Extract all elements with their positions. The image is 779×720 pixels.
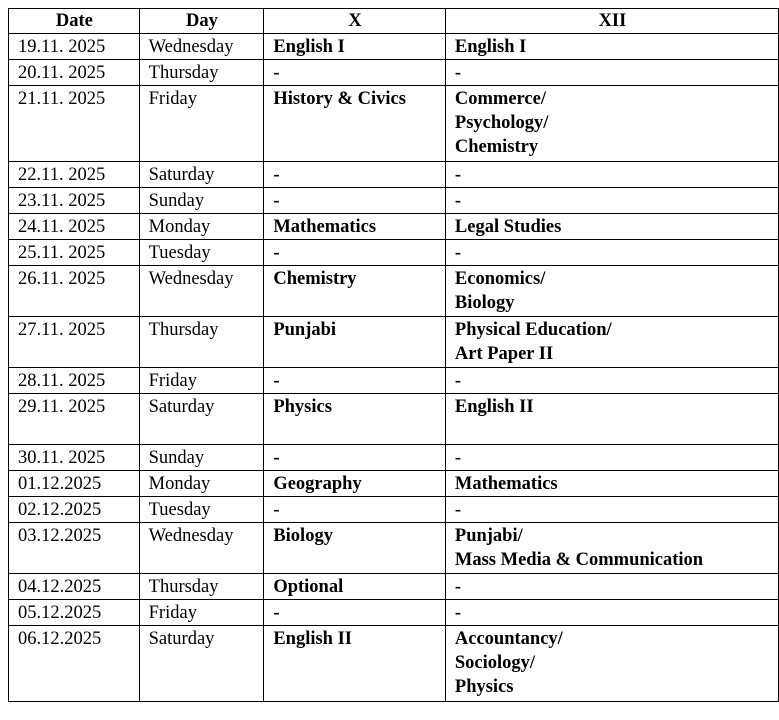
subject-line: - [273,191,280,211]
class-x-subject-cell [264,162,446,188]
day-cell: Thursday [139,317,264,368]
class-x-subject-cell [264,574,446,600]
subject-line: Physics [454,677,514,697]
table-row [9,626,779,702]
table-row [9,214,779,240]
day-cell: Monday [139,471,264,497]
class-x-subject-cell [264,368,446,394]
subject-line: - [454,63,462,83]
date-cell: 27.11. 2025 [9,317,140,368]
date-cell: 24.11. 2025 [9,214,140,240]
subject-line: Art Paper II [454,344,554,364]
table-row [9,497,779,523]
subject-line: Biology [273,526,333,546]
date-cell: 25.11. 2025 [9,240,140,266]
class-xii-subject-cell [445,574,778,600]
subject-line: - [273,243,280,263]
date-cell: 05.12.2025 [9,600,140,626]
day-cell: Monday [139,214,264,240]
class-x-subject-cell [264,523,446,574]
table-row [9,523,779,574]
subject-line: - [454,165,462,185]
day-cell: Wednesday [139,266,264,317]
class-xii-subject-cell [445,471,778,497]
subject-line: - [454,191,462,211]
table-row [9,34,779,60]
subject-line: English II [454,397,534,417]
subject-line: Punjabi [273,320,337,340]
table-row [9,317,779,368]
subject-line: Physics [273,397,332,417]
subject-line: Biology [454,293,515,313]
subject-line: Accountancy/ [454,629,563,649]
subject-line: - [454,603,462,623]
subject-line: Mathematics [454,474,558,494]
subject-line: Punjabi/ [454,526,523,546]
subject-line: - [273,500,280,520]
class-x-subject-cell [264,188,446,214]
class-xii-subject-cell [445,368,778,394]
class-x-subject-cell [264,471,446,497]
class-xii-subject-cell [445,188,778,214]
subject-line: Optional [273,577,344,597]
class-xii-subject-cell [445,394,778,445]
exam-schedule-table [8,8,779,702]
date-cell: 22.11. 2025 [9,162,140,188]
subject-line: - [454,577,462,597]
date-cell: 26.11. 2025 [9,266,140,317]
header-day: Day [139,9,264,34]
day-cell: Tuesday [139,240,264,266]
class-xii-subject-cell [445,60,778,86]
day-cell: Wednesday [139,523,264,574]
subject-line: - [273,371,280,391]
date-cell: 29.11. 2025 [9,394,140,445]
day-cell: Sunday [139,445,264,471]
table-row [9,86,779,162]
day-cell: Saturday [139,626,264,702]
subject-line: Legal Studies [454,217,562,237]
day-cell: Saturday [139,394,264,445]
class-xii-subject-cell [445,86,778,162]
class-x-subject-cell [264,317,446,368]
date-cell: 06.12.2025 [9,626,140,702]
table-row [9,394,779,445]
class-xii-subject-cell [445,214,778,240]
day-cell: Wednesday [139,34,264,60]
date-cell: 04.12.2025 [9,574,140,600]
date-cell: 28.11. 2025 [9,368,140,394]
date-cell: 02.12.2025 [9,497,140,523]
class-x-subject-cell [264,600,446,626]
day-cell: Friday [139,368,264,394]
subject-line: Psychology/ [454,113,549,133]
class-xii-subject-cell [445,445,778,471]
subject-line: Geography [273,474,362,494]
class-x-subject-cell [264,86,446,162]
class-xii-subject-cell [445,162,778,188]
subject-line: Sociology/ [454,653,536,673]
subject-line: Economics/ [454,269,546,289]
class-x-subject-cell [264,34,446,60]
date-cell: 01.12.2025 [9,471,140,497]
class-xii-subject-cell [445,626,778,702]
class-x-subject-cell [264,60,446,86]
table-row [9,600,779,626]
table-row [9,60,779,86]
class-x-subject-cell [264,240,446,266]
subject-line: English I [273,37,345,57]
subject-line: - [454,371,462,391]
class-xii-subject-cell [445,523,778,574]
class-x-subject-cell [264,445,446,471]
subject-line: History & Civics [273,89,406,109]
subject-line: Mathematics [273,217,377,237]
date-cell: 03.12.2025 [9,523,140,574]
subject-line: - [273,63,280,83]
header-class-xii: XII [445,9,778,34]
subject-line: Mass Media & Communication [454,550,704,570]
class-xii-subject-cell [445,266,778,317]
subject-line: Commerce/ [454,89,546,109]
subject-line: - [454,500,462,520]
date-cell: 23.11. 2025 [9,188,140,214]
day-cell: Friday [139,86,264,162]
table-row [9,240,779,266]
subject-line: - [454,243,462,263]
subject-line: Physical Education/ [454,320,612,340]
day-cell: Friday [139,600,264,626]
day-cell: Tuesday [139,497,264,523]
date-cell: 20.11. 2025 [9,60,140,86]
table-row [9,574,779,600]
day-cell: Sunday [139,188,264,214]
subject-line: English I [454,37,527,57]
date-cell: 21.11. 2025 [9,86,140,162]
class-xii-subject-cell [445,600,778,626]
table-row [9,445,779,471]
header-class-x: X [264,9,446,34]
subject-line: - [454,448,462,468]
day-cell: Thursday [139,60,264,86]
header-row [9,9,779,34]
class-xii-subject-cell [445,240,778,266]
class-x-subject-cell [264,497,446,523]
class-xii-subject-cell [445,497,778,523]
table-row [9,471,779,497]
day-cell: Thursday [139,574,264,600]
subject-line: Chemistry [273,269,357,289]
class-x-subject-cell [264,214,446,240]
subject-line: English II [273,629,352,649]
subject-line: - [273,603,280,623]
subject-line: - [273,165,280,185]
table-row [9,188,779,214]
class-xii-subject-cell [445,34,778,60]
class-x-subject-cell [264,626,446,702]
class-x-subject-cell [264,266,446,317]
date-cell: 19.11. 2025 [9,34,140,60]
date-cell: 30.11. 2025 [9,445,140,471]
subject-line: Chemistry [454,137,539,157]
table-row [9,368,779,394]
class-xii-subject-cell [445,317,778,368]
class-x-subject-cell [264,394,446,445]
day-cell: Saturday [139,162,264,188]
subject-line: - [273,448,280,468]
table-row [9,266,779,317]
header-date: Date [9,9,140,34]
table-row [9,162,779,188]
